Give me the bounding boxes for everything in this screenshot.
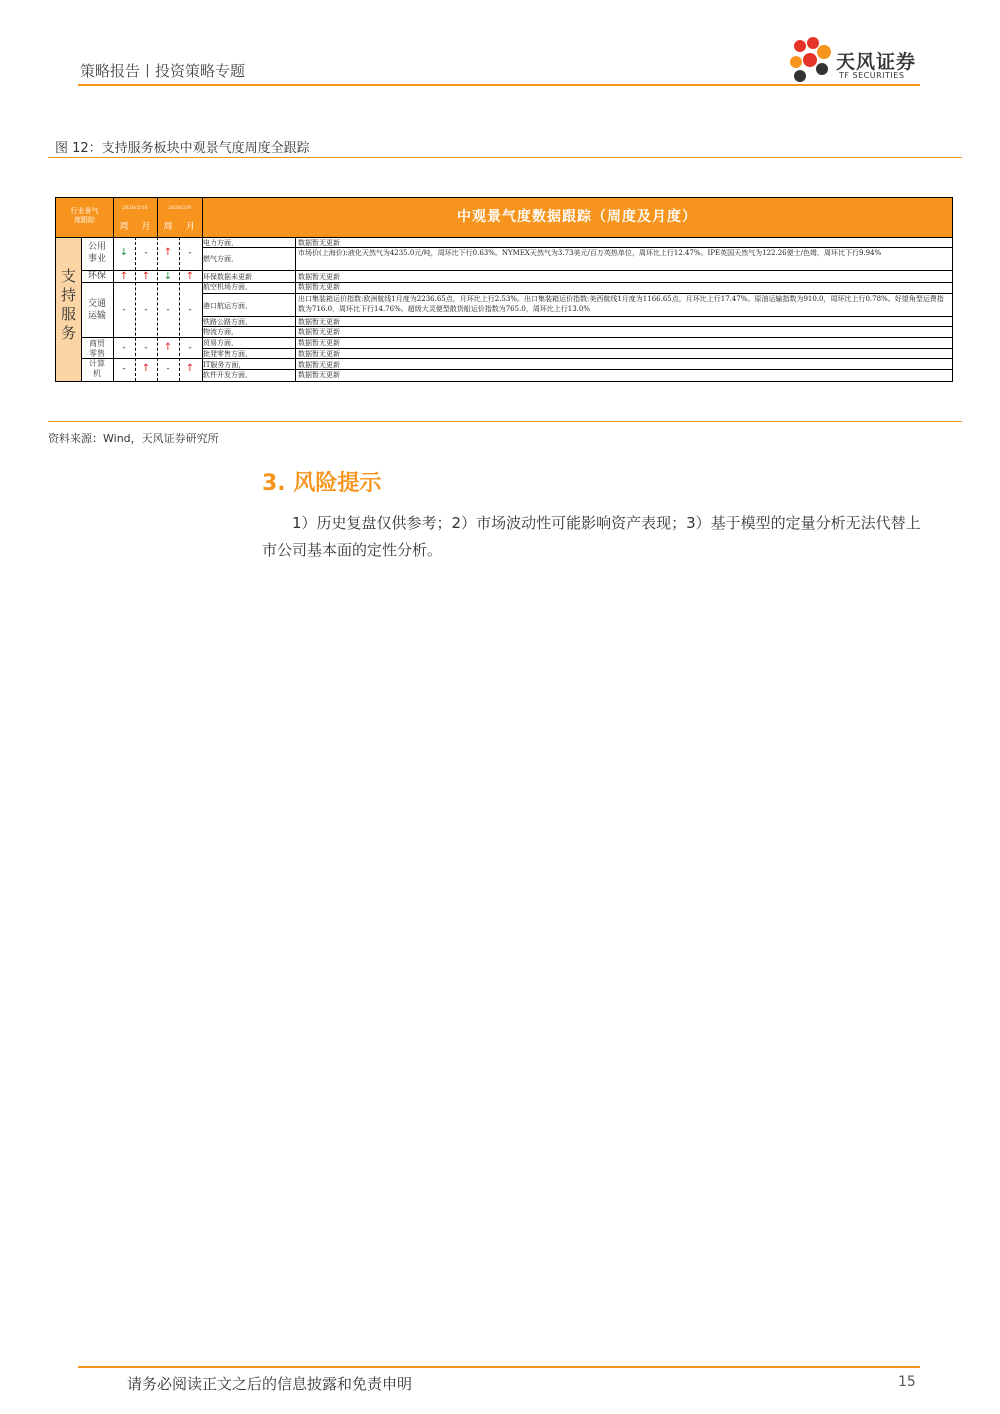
- page-number: 15: [898, 1374, 916, 1390]
- grid-line: [157, 198, 158, 237]
- row-aspect: 物流方面，: [203, 328, 238, 336]
- row-detail: 数据暂无更新: [298, 273, 340, 281]
- up-arrow-icon: ↑: [185, 363, 195, 374]
- row-aspect: 电力方面，: [203, 239, 238, 247]
- row-aspect: 燃气方面，: [203, 255, 238, 263]
- group-environment: 环保: [87, 271, 106, 281]
- row-detail: 数据暂无更新: [298, 350, 340, 358]
- sector-cell: [56, 237, 81, 381]
- group-computer: 计算机: [89, 359, 105, 378]
- row-detail: 出口集装箱运价指数:欧洲航线1月度为2236.65点，月环比上行2.53%。出口集装箱运价指数:美西航线1月度为1166.65点，月环比上行17.47%。原油运输指数为910.0，周环比上行0.78%。好望角型运费指数为716.0，周环比下行14.76%。超级大灵便型散货船运价指数为765.0，周环比上行13.0%: [298, 295, 944, 313]
- row-aspect: 港口航运方面，: [203, 302, 252, 310]
- week-header-1: 周: [113, 218, 135, 237]
- footer-disclaimer: 请务必阅读正文之后的信息披露和免责申明: [127, 1375, 413, 1393]
- date-header-1: 2026/2/16: [113, 198, 157, 218]
- section-body: 1）历史复盘仅供参考；2）市场波动性可能影响资产表现；3）基于模型的定量分析无法代替上市公司基本面的定性分析。: [262, 514, 921, 559]
- date-header-2: 2026/2/9: [157, 198, 202, 218]
- up-arrow-icon: ↑: [185, 271, 195, 282]
- grid-line: [157, 237, 158, 381]
- figure-caption: 图 12：支持服务板块中观景气度周度全跟踪: [55, 141, 310, 156]
- grid-line: [81, 282, 952, 283]
- sentiment-table: [55, 197, 953, 382]
- sector-label: 支持服务: [60, 267, 76, 342]
- grid-line: [81, 237, 82, 381]
- grid-line: [202, 348, 952, 349]
- up-arrow-icon: ↑: [163, 342, 173, 353]
- down-arrow-icon: ↓: [119, 247, 129, 258]
- row-aspect: 环保数据未更新: [203, 273, 252, 281]
- row-detail: 市场价(上海价):液化天然气为4235.0元/吨，周环比下行0.63%。NYMEX天然气为3.73美元/百万英热单位，周环比上行12.47%。IPE英国天然气为122.26便士/色姆，周环比下行9.94%: [298, 249, 882, 257]
- footer-divider: [78, 1366, 920, 1368]
- source-divider: [48, 421, 962, 422]
- row-aspect: 软件开发方面，: [203, 371, 252, 379]
- logo-name-cn: 天风证券: [836, 51, 917, 73]
- table-main-title: 中观景气度数据跟踪（周度及月度）: [202, 198, 952, 237]
- no-change-dash: -: [166, 305, 170, 315]
- grid-line: [202, 326, 952, 327]
- down-arrow-icon: ↓: [163, 271, 173, 282]
- up-arrow-icon: ↑: [141, 271, 151, 282]
- row-detail: 数据暂无更新: [298, 239, 340, 247]
- grid-line: [56, 237, 952, 238]
- no-change-dash: -: [144, 305, 148, 315]
- corner-label: 行业景气度跟踪: [70, 207, 99, 224]
- report-header-title: 策略报告丨投资策略专题: [80, 62, 246, 80]
- month-header-1: 月: [135, 218, 157, 237]
- row-aspect: IT服务方面，: [203, 361, 246, 369]
- caption-divider: [48, 157, 962, 158]
- grid-line: [81, 270, 952, 271]
- week-header-2: 周: [157, 218, 179, 237]
- no-change-dash: -: [122, 305, 126, 315]
- no-change-dash: -: [188, 305, 192, 315]
- row-aspect: 铁路公路方面，: [203, 318, 252, 326]
- row-detail: 数据暂无更新: [298, 339, 340, 347]
- grid-line: [202, 293, 952, 294]
- group-retail: 商贸零售: [89, 339, 105, 357]
- row-detail: 数据暂无更新: [298, 361, 340, 369]
- group-utilities: 公用事业: [88, 242, 107, 264]
- row-aspect: 贸易方面，: [203, 339, 238, 347]
- no-change-dash: -: [166, 364, 170, 374]
- row-detail: 数据暂无更新: [298, 318, 340, 326]
- logo-name-en: TF SECURITIES: [839, 71, 905, 80]
- row-detail: 数据暂无更新: [298, 283, 340, 291]
- grid-line: [202, 247, 952, 248]
- grid-line: [179, 237, 180, 381]
- no-change-dash: -: [188, 248, 192, 258]
- row-aspect: 批発零售方面，: [203, 350, 252, 358]
- grid-line: [202, 198, 203, 381]
- month-header-2: 月: [179, 218, 202, 237]
- grid-line: [295, 237, 296, 381]
- corner-header: [56, 198, 113, 237]
- no-change-dash: -: [122, 343, 126, 353]
- grid-line: [135, 237, 136, 381]
- no-change-dash: -: [144, 248, 148, 258]
- grid-line: [81, 358, 952, 359]
- up-arrow-icon: ↑: [141, 363, 151, 374]
- grid-line: [81, 337, 952, 338]
- grid-line: [202, 316, 952, 317]
- logo-flower-icon: [786, 34, 838, 86]
- group-transport: 交通运输: [88, 299, 107, 321]
- section-title: 3. 风险提示: [262, 471, 382, 496]
- row-detail: 数据暂无更新: [298, 328, 340, 336]
- no-change-dash: -: [144, 343, 148, 353]
- no-change-dash: -: [122, 364, 126, 374]
- no-change-dash: -: [188, 343, 192, 353]
- up-arrow-icon: ↑: [119, 271, 129, 282]
- row-detail: 数据暂无更新: [298, 371, 340, 379]
- grid-line: [202, 369, 952, 370]
- grid-line: [113, 198, 114, 381]
- up-arrow-icon: ↑: [163, 247, 173, 258]
- figure-source: 资料来源：Wind，天风证券研究所: [48, 432, 219, 445]
- row-aspect: 航空机场方面，: [203, 283, 252, 291]
